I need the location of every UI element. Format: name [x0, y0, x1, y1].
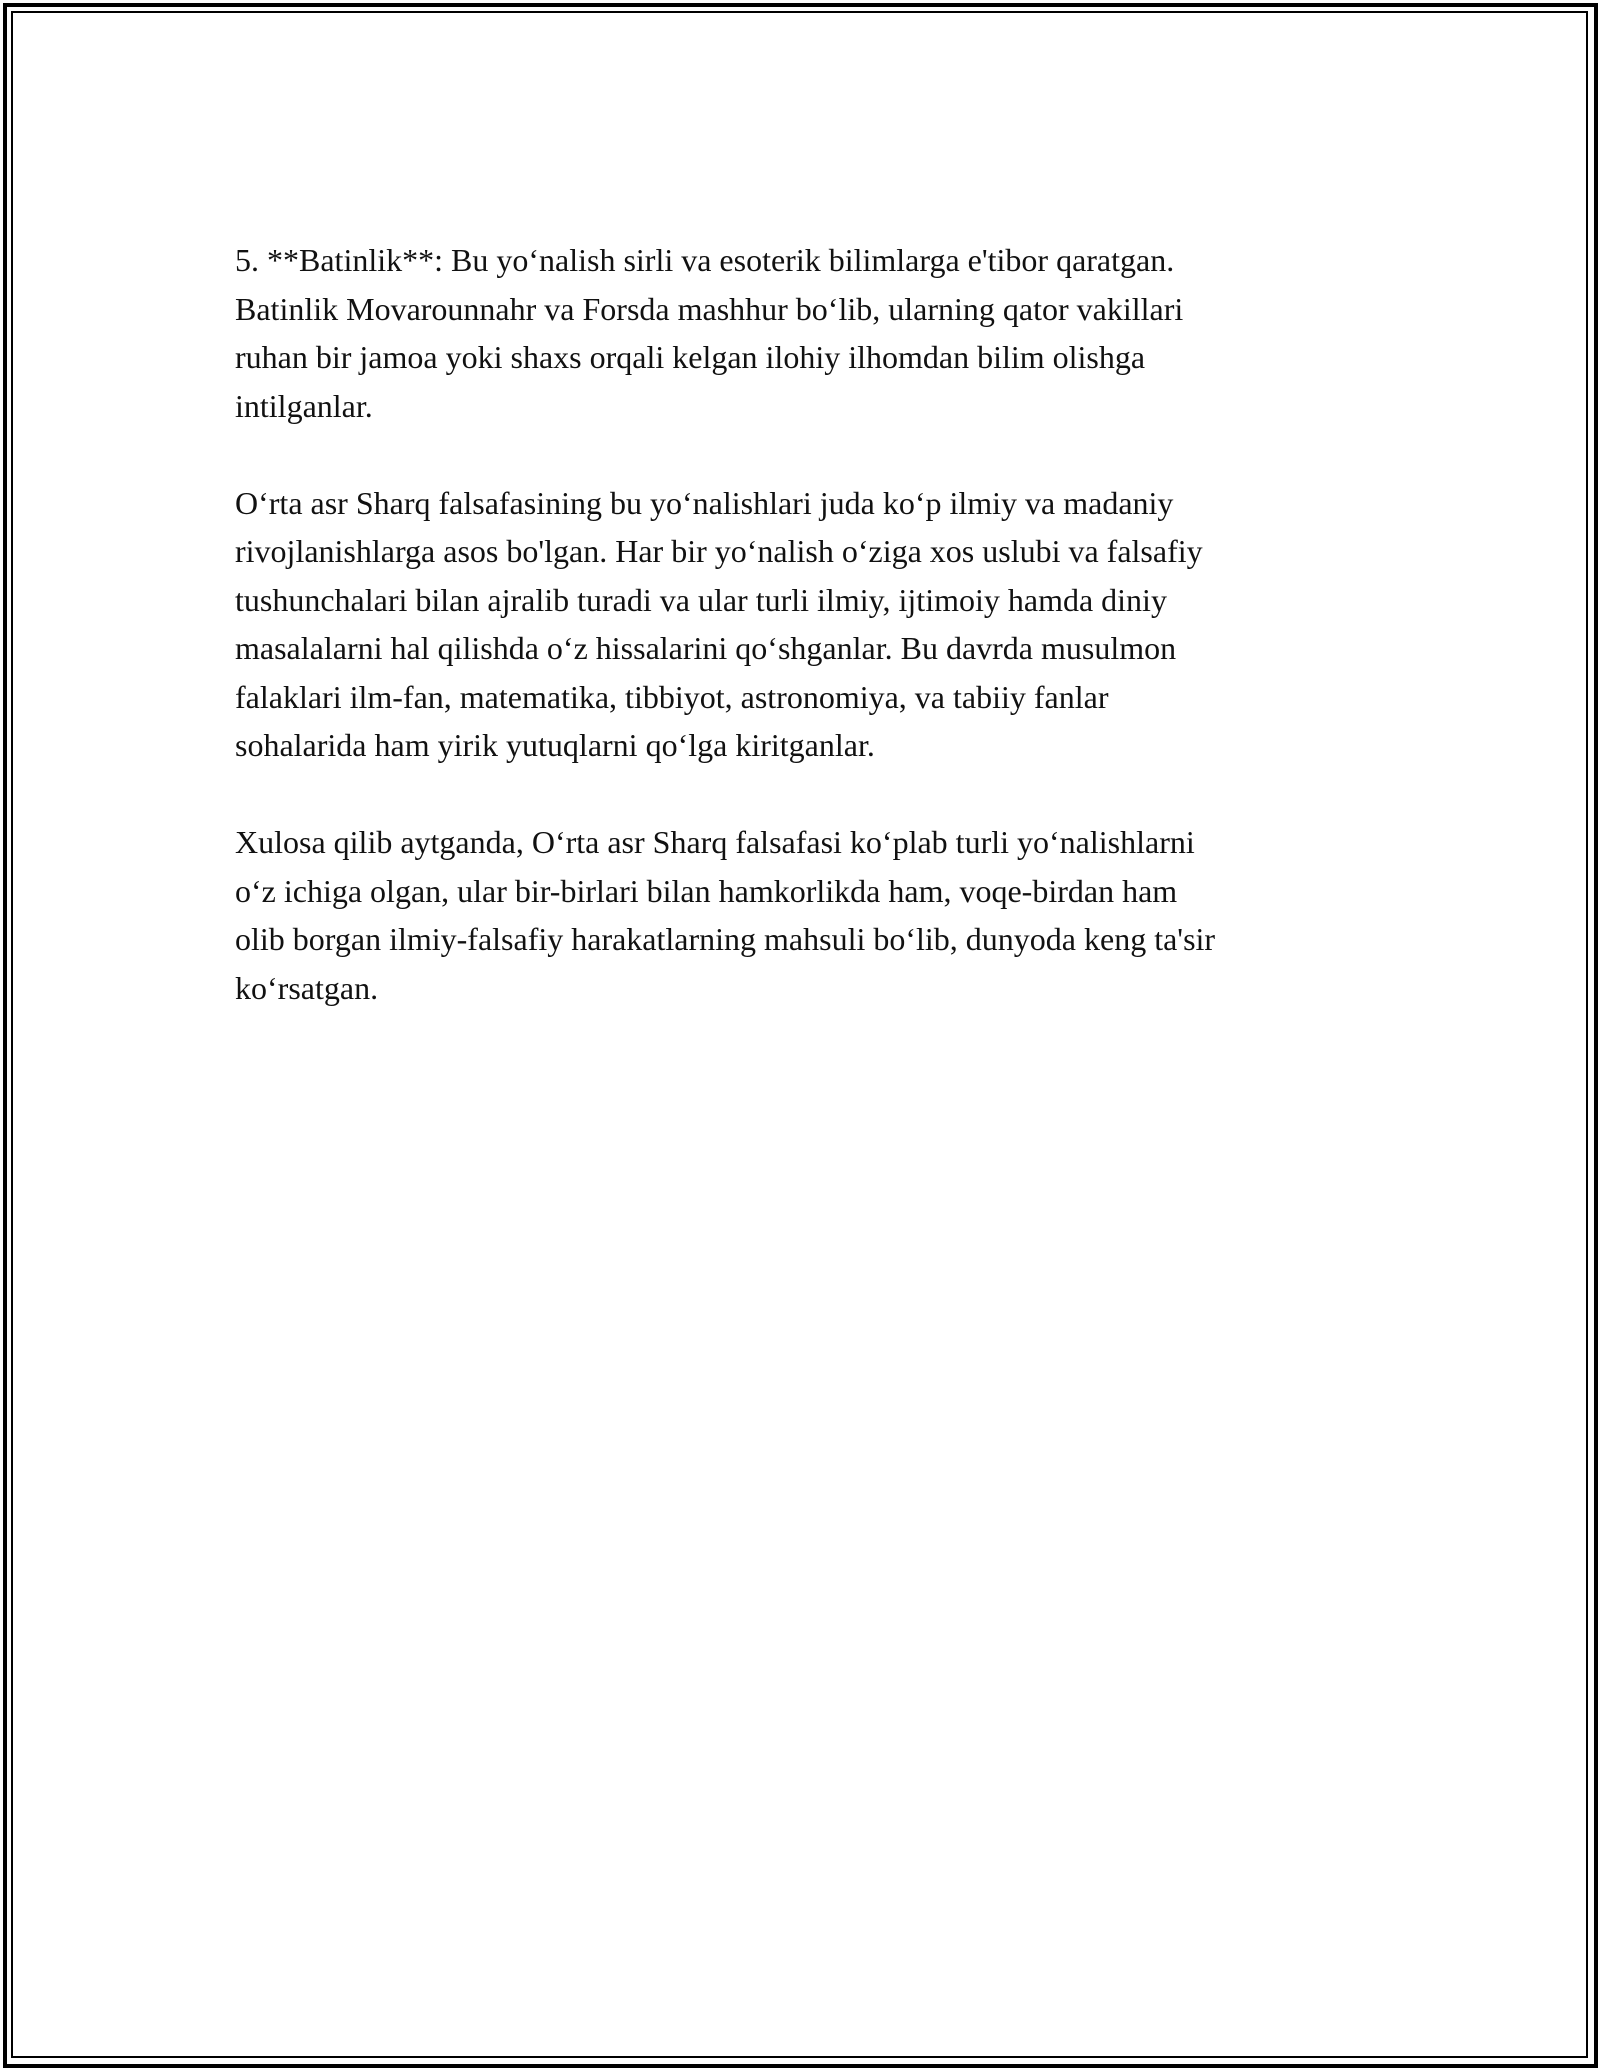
text-line: falaklari ilm-fan, matematika, tibbiyot, astronomiya, va tabiiy fanlar	[235, 678, 1109, 715]
text-line: intilganlar.	[235, 387, 373, 424]
text-line: o‘z ichiga olgan, ular bir-birlari bilan hamkorlikda ham, voqe-birdan ham	[235, 872, 1178, 909]
text-line: Batinlik Movarounnahr va Forsda mashhur bo‘lib, ularning qator vakillari	[235, 290, 1184, 327]
text-line: ko‘rsatgan.	[235, 969, 379, 1006]
text-line: masalalarni hal qilishda o‘z hissalarini qo‘shganlar. Bu davrda musulmon	[235, 630, 1177, 666]
paragraph-batinlik	[235, 236, 1375, 430]
text-line: sohalarida ham yirik yutuqlarni qo‘lga kiritganlar.	[235, 727, 875, 763]
text-line: 5. **Batinlik**: Bu yo‘nalish sirli va esoterik bilimlarga e'tibor qaratgan.	[235, 242, 1175, 278]
paragraph-conclusion	[235, 818, 1375, 1012]
document-body	[235, 236, 1375, 1061]
text-line: tushunchalari bilan ajralib turadi va ular turli ilmiy, ijtimoiy hamda diniy	[235, 581, 1167, 618]
text-line: O‘rta asr Sharq falsafasining bu yo‘nalishlari juda ko‘p ilmiy va madaniy	[235, 484, 1174, 521]
text-line: olib borgan ilmiy-falsafiy harakatlarning mahsuli bo‘lib, dunyoda keng ta'sir	[235, 921, 1216, 957]
text-line: Xulosa qilib aytganda, O‘rta asr Sharq falsafasi ko‘plab turli yo‘nalishlarni	[235, 824, 1195, 860]
paragraph-directions	[235, 479, 1375, 770]
text-line: rivojlanishlarga asos bo'lgan. Har bir yo‘nalish o‘ziga xos uslubi va falsafiy	[235, 533, 1203, 569]
text-line: ruhan bir jamoa yoki shaxs orqali kelgan ilohiy ilhomdan bilim olishga	[235, 339, 1146, 375]
